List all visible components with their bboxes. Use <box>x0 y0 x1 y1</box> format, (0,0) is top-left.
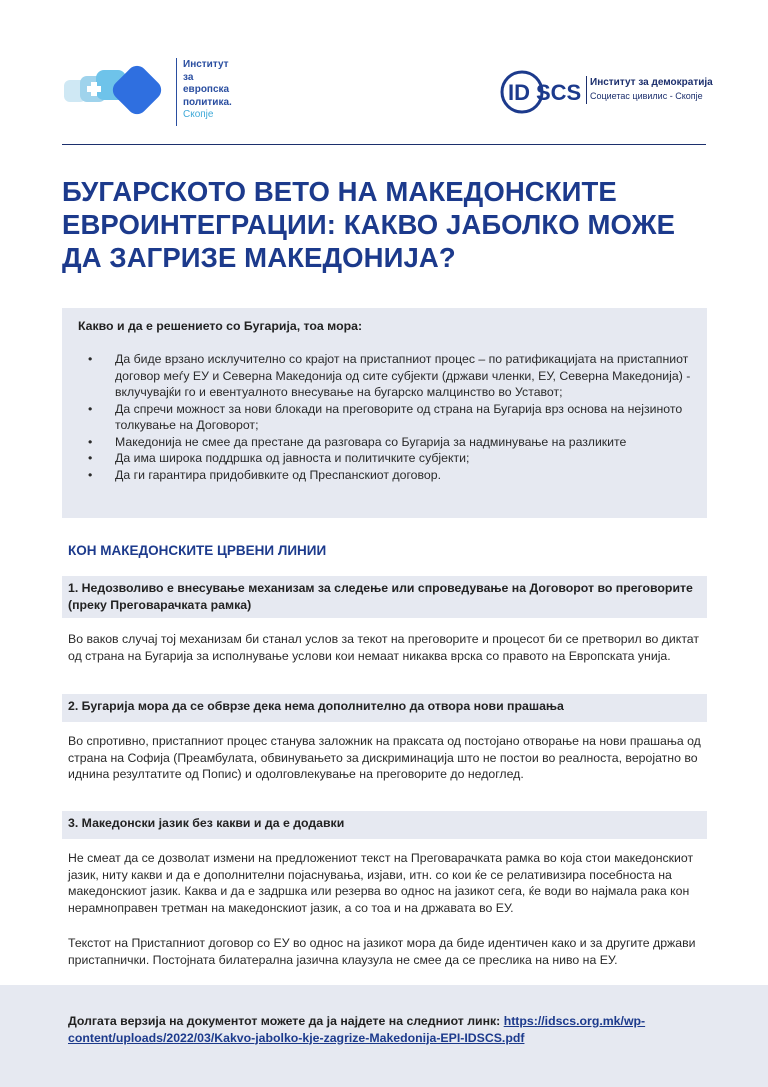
epi-line: европска <box>183 84 230 95</box>
summary-item: • Да спречи можност за нови блокади на преговорите од страна на Бугарија врз основа на нејзиното толкување на Договорот; <box>88 401 698 434</box>
idscs-subtitle: Социетас цивилис - Скопје <box>590 91 703 101</box>
section-3-paragraph-2: Текстот на Пристапниот договор со ЕУ во однос на јазикот мора да биде идентичен како и за другите држави пристапнички. Постојната билатерална јазична клаузула не смее да се преслика на ниво на ЕУ. <box>68 936 696 967</box>
epi-line: Институт <box>183 59 229 70</box>
idscs-name: Институт за демократија <box>590 77 713 88</box>
idscs-logo-mark <box>500 70 584 114</box>
epi-line: за <box>183 71 194 83</box>
footer-link[interactable]: https://idscs.org.mk/wp-content/uploads/2022/03/Kakvo-jabolko-kje-zagrize-Makedonija-EPI-IDSCS.pdf <box>68 1014 646 1045</box>
summary-list <box>88 351 698 483</box>
summary-item: • Да биде врзано исклучително со крајот на пристапниот процес – по ратификацијата на пристапниот договор меѓу ЕУ и Северна Македонија од сите субјекти (држави членки, ЕУ, Северна Македонија) - вклучувајќи го и евентуалното внесување на бугарско малцинство во Уставот; <box>88 351 698 401</box>
footer-text <box>68 1013 708 1046</box>
section-3-bar <box>62 811 707 839</box>
svg-text:SCS: SCS <box>536 80 582 105</box>
header-rule <box>62 144 706 145</box>
red-lines-heading: КОН МАКЕДОНСКИТЕ ЦРВЕНИ ЛИНИИ <box>68 543 327 558</box>
epi-logo-text <box>183 59 232 122</box>
epi-line: политика. <box>183 96 232 108</box>
section-1-title: 1. Недозволиво е внесување механизам за следење или спроведување на Договорот во преговорите (преку Преговарачката рамка) <box>68 581 693 612</box>
epi-city: Скопје <box>183 109 214 120</box>
section-2-bar <box>62 694 707 722</box>
summary-item: • Да ги гарантира придобивките од Преспанскиот договор. <box>88 467 698 484</box>
epi-logo-mark <box>62 58 182 128</box>
section-3-title: 3. Македонски јазик без какви и да е додавки <box>68 816 345 830</box>
epi-divider <box>176 58 177 126</box>
section-3-paragraph-1: Не смеат да се дозволат измени на предложениот текст на Преговарачката рамка во која стои македонскиот јазик, ниту какви и да е дополнителни појаснувања, изјави, итн. со кои ќе се релативизира посебноста на македонскиот јазик. Каква и да е задршка или резерва во однос на јазикот сега, ќе води во најмала рака кон нерамноправен третман на македонскиот јазик, а со тоа и на државата во ЕУ. <box>68 851 694 915</box>
section-1-paragraph: Во ваков случај тој механизам би станал услов за текот на преговорите и процесот би се претворил во диктат од страна на Бугарија за исполнување услови кои немаат никаква врска со правото на Европската унија. <box>68 632 700 663</box>
summary-item: • Македонија не смее да престане да разговара со Бугарија за надминување на разликите <box>88 434 698 451</box>
section-1-bar <box>62 576 707 618</box>
idscs-separator <box>586 76 587 104</box>
page-title: БУГАРСКОТО ВЕТО НА МАКЕДОНСКИТЕ ЕВРОИНТЕГРАЦИИ: КАКВО ЈАБОЛКО МОЖЕ ДА ЗАГРИЗЕ МАКЕДОНИЈА? <box>62 176 676 273</box>
svg-text:ID: ID <box>508 80 530 105</box>
summary-intro: Какво и да е решението со Бугарија, тоа мора: <box>78 319 363 333</box>
section-2-title: 2. Бугарија мора да се обврзе дека нема дополнително да отвора нови прашања <box>68 699 564 713</box>
footer-label: Долгата верзија на документот можете да ја најдете на следниот линк: <box>68 1014 504 1028</box>
summary-item: • Да има широка поддршка од јавноста и политичките субјекти; <box>88 450 698 467</box>
section-2-paragraph: Во спротивно, пристапниот процес станува заложник на праксата од постојано отворање на нови прашања од страна на Софија (Преамбулата, обвинувањето за дискриминација што не постои во реалноста, веројатно во иднина резултатите од Попис) и одолговлекување на преговорите до недоглед. <box>68 734 701 781</box>
